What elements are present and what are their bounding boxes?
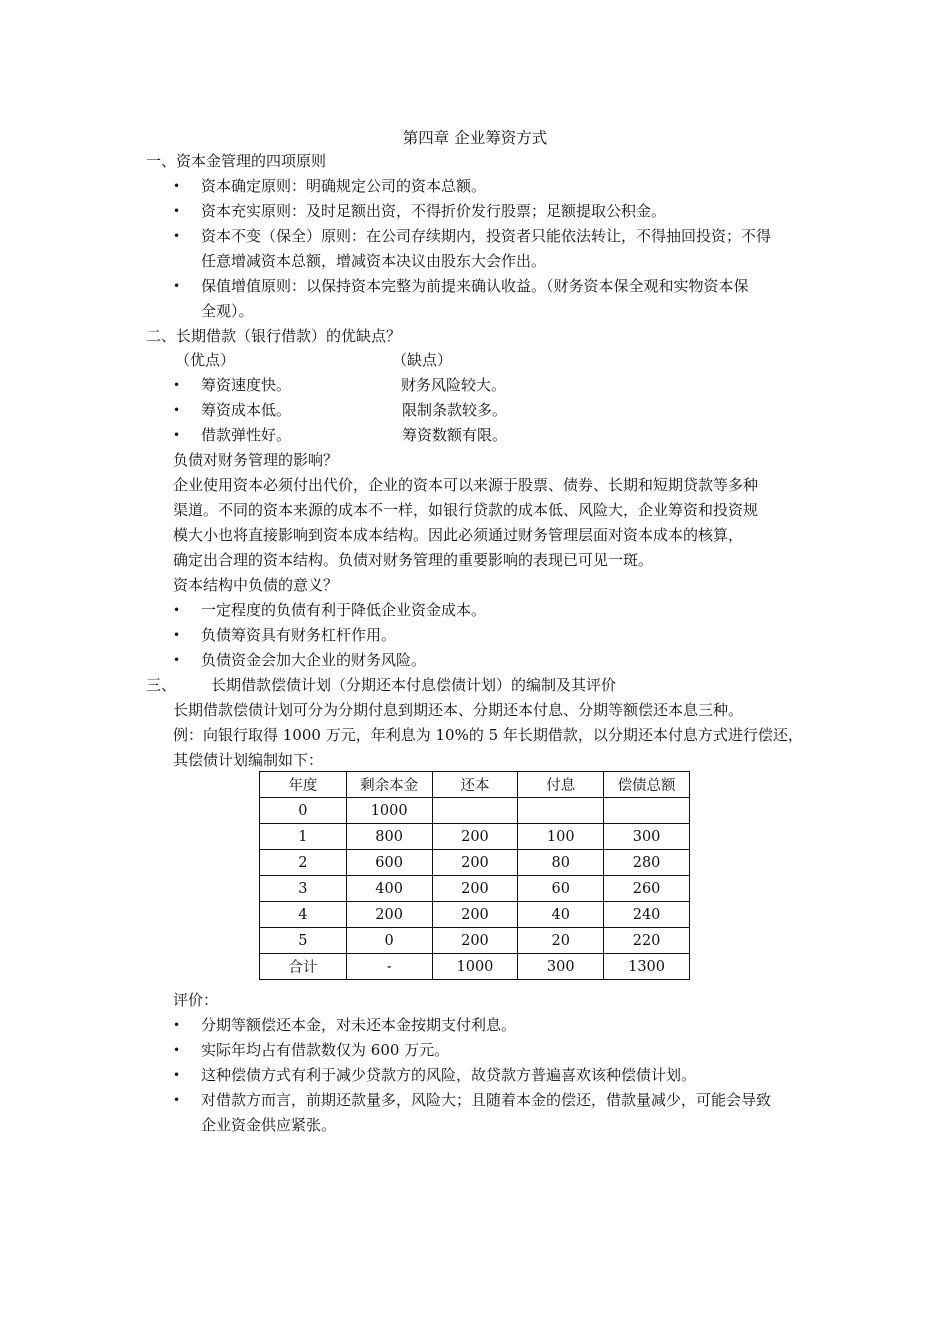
table-cell: 200 — [432, 902, 518, 928]
question-debt-meaning: 资本结构中负债的意义？ — [173, 576, 339, 594]
table-cell: 1 — [260, 824, 347, 850]
table-cell: 240 — [604, 902, 690, 928]
table-row — [260, 824, 690, 850]
table-row — [260, 876, 690, 902]
bullet-icon: • — [173, 204, 181, 218]
debt-meaning-item: 负债筹资具有财务杠杆作用。 — [201, 626, 397, 644]
table-total-row — [260, 954, 690, 980]
table-cell: 400 — [346, 876, 432, 902]
con-item: 财务风险较大。 — [401, 376, 507, 394]
principle-3-line-1: 资本不变（保全）原则：在公司存续期内，投资者只能依法转让，不得抽回投资；不得 — [201, 227, 772, 245]
table-cell: 220 — [604, 928, 690, 954]
repayment-schedule-table — [259, 771, 690, 980]
bullet-icon: • — [173, 378, 181, 392]
evaluation-item: 实际年均占有借款数仅为 600 万元。 — [201, 1041, 450, 1059]
pro-item: 借款弹性好。 — [201, 426, 292, 444]
bullet-icon: • — [173, 1093, 181, 1107]
bullet-icon: • — [173, 179, 181, 193]
bullet-icon: • — [173, 1068, 181, 1082]
con-item: 筹资数额有限。 — [402, 426, 508, 444]
table-row — [260, 850, 690, 876]
bullet-icon: • — [173, 1043, 181, 1057]
principle-1: 资本确定原则：明确规定公司的资本总额。 — [201, 177, 487, 195]
section-3-heading: 长期借款偿债计划（分期还本付息偿债计划）的编制及其评价 — [211, 676, 617, 694]
table-cell: 600 — [346, 850, 432, 876]
table-cell: 2 — [260, 850, 347, 876]
paragraph-line: 确定出合理的资本结构。负债对财务管理的重要影响的表现已可见一斑。 — [173, 551, 654, 569]
table-row — [260, 798, 690, 824]
cons-header: （缺点） — [392, 351, 453, 369]
table-cell: 合计 — [260, 954, 347, 980]
evaluation-label: 评价： — [173, 991, 219, 1009]
table-cell: 300 — [518, 954, 604, 980]
table-cell: 200 — [432, 824, 518, 850]
table-cell: 20 — [518, 928, 604, 954]
table-cell: - — [346, 954, 432, 980]
bullet-icon: • — [173, 403, 181, 417]
table-cell: 100 — [518, 824, 604, 850]
column-header: 剩余本金 — [346, 772, 432, 798]
pros-header: （优点） — [175, 351, 236, 369]
table-cell: 60 — [518, 876, 604, 902]
paragraph-line: 模大小也将直接影响到资本成本结构。因此必须通过财务管理层面对资本成本的核算， — [173, 526, 744, 544]
table-cell: 280 — [604, 850, 690, 876]
table-cell: 1300 — [604, 954, 690, 980]
table-cell: 200 — [432, 876, 518, 902]
section-1-heading: 一、资本金管理的四项原则 — [146, 152, 327, 170]
pro-item: 筹资速度快。 — [201, 376, 292, 394]
table-cell: 200 — [432, 928, 518, 954]
evaluation-item-line-2: 企业资金供应紧张。 — [201, 1116, 337, 1134]
evaluation-item: 分期等额偿还本金，对未还本金按期支付利息。 — [201, 1016, 517, 1034]
debt-meaning-item: 一定程度的负债有利于降低企业资金成本。 — [201, 601, 487, 619]
column-header: 偿债总额 — [604, 772, 690, 798]
bullet-icon: • — [173, 428, 181, 442]
evaluation-item-line-1: 对借款方而言，前期还款量多，风险大；且随着本金的偿还，借款量减少，可能会导致 — [201, 1091, 772, 1109]
section-2-heading: 二、长期借款（银行借款）的优缺点？ — [146, 327, 402, 345]
table-cell — [432, 798, 518, 824]
table-cell: 0 — [260, 798, 347, 824]
evaluation-item: 这种偿债方式有利于减少贷款方的风险，故贷款方普遍喜欢该种偿债计划。 — [201, 1066, 697, 1084]
table-cell — [518, 798, 604, 824]
bullet-icon: • — [173, 1018, 181, 1032]
table-cell: 0 — [346, 928, 432, 954]
table-cell: 3 — [260, 876, 347, 902]
table-cell: 200 — [432, 850, 518, 876]
bullet-icon: • — [173, 229, 181, 243]
question-debt-impact: 负债对财务管理的影响？ — [173, 451, 339, 469]
table-header-row — [260, 772, 690, 798]
table-cell: 200 — [346, 902, 432, 928]
table-cell: 300 — [604, 824, 690, 850]
principle-2: 资本充实原则：及时足额出资，不得折价发行股票；足额提取公积金。 — [201, 202, 667, 220]
column-header: 年度 — [260, 772, 347, 798]
table-cell: 40 — [518, 902, 604, 928]
table-cell: 4 — [260, 902, 347, 928]
principle-4-line-2: 全观）。 — [201, 302, 254, 320]
paragraph-line: 企业使用资本必须付出代价，企业的资本可以来源于股票、债券、长期和短期贷款等多种 — [173, 476, 759, 494]
table-cell: 260 — [604, 876, 690, 902]
paragraph-line: 例：向银行取得 1000 万元，年利息为 10%的 5 年长期借款，以分期还本付息方式进行偿还， — [173, 726, 803, 744]
table-cell: 5 — [260, 928, 347, 954]
bullet-icon: • — [173, 628, 181, 642]
table-row — [260, 902, 690, 928]
column-header: 还本 — [432, 772, 518, 798]
con-item: 限制条款较多。 — [402, 401, 508, 419]
pro-item: 筹资成本低。 — [201, 401, 292, 419]
section-3-number: 三、 — [146, 676, 177, 694]
table-cell: 1000 — [346, 798, 432, 824]
bullet-icon: • — [173, 653, 181, 667]
table-cell — [604, 798, 690, 824]
debt-meaning-item: 负债资金会加大企业的财务风险。 — [201, 651, 427, 669]
principle-3-line-2: 任意增减资本总额，增减资本决议由股东大会作出。 — [201, 252, 547, 270]
bullet-icon: • — [173, 603, 181, 617]
paragraph-line: 长期借款偿债计划可分为分期付息到期还本、分期还本付息、分期等额偿还本息三种。 — [173, 701, 744, 719]
table-cell: 1000 — [432, 954, 518, 980]
paragraph-line: 其偿债计划编制如下： — [173, 751, 324, 769]
table-cell: 800 — [346, 824, 432, 850]
table-row — [260, 928, 690, 954]
column-header: 付息 — [518, 772, 604, 798]
bullet-icon: • — [173, 279, 181, 293]
paragraph-line: 渠道。不同的资本来源的成本不一样，如银行贷款的成本低、风险大，企业筹资和投资规 — [173, 501, 759, 519]
chapter-title: 第四章 企业筹资方式 — [402, 129, 548, 147]
table-cell: 80 — [518, 850, 604, 876]
principle-4-line-1: 保值增值原则：以保持资本完整为前提来确认收益。（财务资本保全观和实物资本保 — [201, 277, 749, 295]
